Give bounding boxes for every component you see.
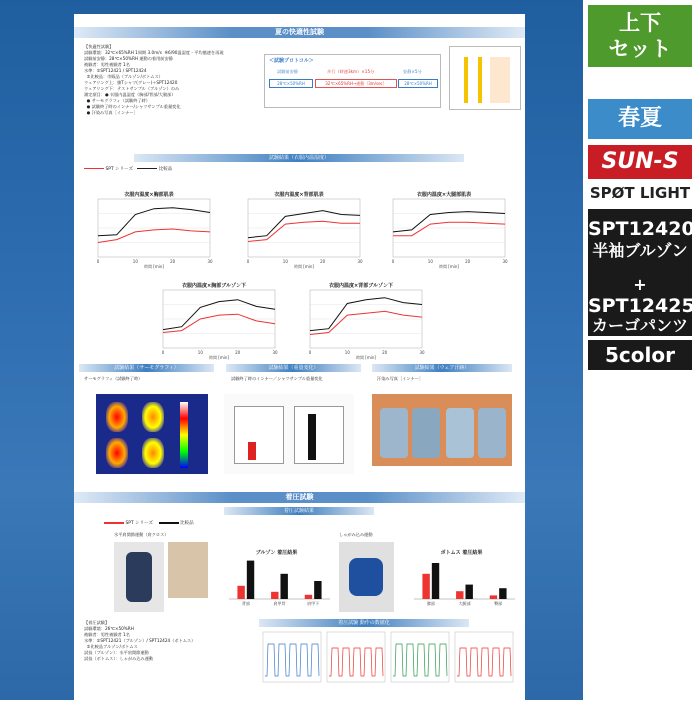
category-label: 背部 [241,601,250,606]
x-tick: 0 [96,259,100,264]
chart-title: 衣服内温度×背部ブルゾン下 [329,283,393,289]
x-axis-label: 時間 [min] [294,264,314,269]
bottom-graph-header: 着圧試験 動作の数値化 [259,619,469,627]
chart-back-skin [234,189,364,269]
x-tick: 10 [427,259,433,264]
x-tick: 30 [357,259,363,264]
protocol-box [264,54,441,108]
chart-chest-blouson [149,280,279,360]
legend-spt: SPT シリーズ [105,167,133,172]
protocol-cond-1: 28℃×50%RH [269,79,313,88]
x-tick: 30 [502,259,508,264]
product1-name: 半袖ブルゾン [592,241,688,260]
bar [280,574,287,599]
bar [314,581,321,599]
chart-bottoms-pressure [404,547,519,609]
x-tick: 10 [344,350,350,355]
x-tick: 20 [382,350,388,355]
exercise2-label: しゃがみ込み運動 [339,532,373,537]
legend-comp-line [137,168,157,170]
bar [490,595,497,599]
product1-code: SPT12420 [588,218,695,240]
category-label: 臀部 [494,601,503,606]
set-badge [588,5,692,67]
section-title-pressure: 着圧試験 [74,492,525,503]
season-badge: 春夏 [588,99,692,139]
protocol-cond-3: 28℃×50%RH [398,79,438,88]
brand-logo: SUN-S [588,145,692,179]
chart-title: 衣服内温度×大腿部肌表 [416,192,472,198]
pressure-subheader: 着圧試験結果 [224,507,374,515]
x-axis-label: 時間 [min] [144,264,164,269]
protocol-step-1: 試験前安静 [277,69,298,74]
x-axis-label: 時間 [min] [209,355,229,360]
skin-area [490,57,510,103]
exercise2-photo [339,542,394,612]
product2-box [588,295,695,336]
exercise1-photo [114,542,164,612]
pressure-conditions-text: 【着圧試験】 試験環境：26℃×50%RH 被験者：男性被験者 1名 水準：①SPT12421（ブルゾン）/ SPT12424（ボトムス） ②比較品ブルゾン/ボトムス 試技（ブルゾン）：水平肩関節運動 試技（ボトムス）：しゃがみ込み運動 [84,620,196,661]
x-tick: 10 [282,259,288,264]
bar [247,561,254,599]
x-tick: 30 [272,350,278,355]
x-tick: 20 [320,259,326,264]
product1-box [588,209,695,276]
chart-title: 衣服内温度×胸部肌表 [124,192,174,198]
weight-bars [224,394,354,474]
chart-back-blouson [296,280,426,360]
category-label: 膝部 [426,601,435,606]
protocol-step-2: 歩行（時速3km）×15分 [327,69,375,74]
pressure-legend [104,520,194,526]
exercise1-detail-photo [168,542,208,598]
chart-title: 衣服内温度×胸部ブルゾン下 [182,283,246,289]
bar [237,586,244,599]
test-conditions-text: 【快適性試験】 試験環境：32℃×65%RH 1周期 3.0m/s ※6/90温湿度・平均風速を再現 試験前安静：28℃×50%RH 運動の着用前安静 被験者：男性被験者 1名 水準：①SPT12421 / SPT12424 ②比較品：市販品（ブルゾン/ボトムス） ウェアリング上：綿Tシャツ(グレー)＋SPT12420 ウェアリング下：テストサンプル（ブルゾン）のみ 測定項目：● 衣服内温湿度（胸部/背部/大腿部） ● サーモグラフィ（試験終了時） ● 試験終了時のインナー/シャツサンプル重量変化 ● 汗染み写真［インナー］ [84,44,224,115]
x-tick: 0 [391,259,395,264]
bar [305,595,312,599]
x-tick: 20 [465,259,471,264]
wave-panel [327,632,385,682]
bar [432,563,439,599]
product2-code: SPT12425 [588,295,695,317]
x-axis-label: 時間 [min] [356,355,376,360]
protocol-step-3: 安静×5分 [403,69,422,74]
x-tick: 0 [246,259,250,264]
protocol-cond-2: 32℃×65%RH→運動（3m/sec） [315,79,397,88]
pressure-legend-spt: SPT シリーズ [125,521,153,526]
x-tick: 10 [197,350,203,355]
panel-header-sweat: 試験結果（ウェア汗跡） [372,364,512,372]
bar [271,592,278,599]
x-tick: 30 [207,259,213,264]
set-badge-text: 上下 セット [608,11,672,61]
category-label: 肩甲下 [307,601,320,606]
category-label: 大腿部 [458,601,471,606]
thermography-image [96,394,208,474]
legend-spt-line [84,168,104,170]
chart-chest-skin [84,189,214,269]
chart-blouson-pressure [219,547,334,609]
x-tick: 10 [132,259,138,264]
x-tick: 30 [419,350,425,355]
test-report-sheet [74,14,525,714]
exercise1-label: 水平肩関節運動（肩クロス） [114,532,169,537]
protocol-diagram [449,46,521,110]
bar [456,591,463,599]
plus-sign: + [588,276,692,296]
x-axis-label: 時間 [min] [439,264,459,269]
spotlight-logo: SPØT LIGHT [589,184,691,202]
panel3-label: 汗染み写真［インナー］ [377,376,424,381]
wave-panel [263,632,321,682]
pressure-legend-comp: 比較品 [180,521,194,526]
category-label: 肩甲骨 [273,601,286,606]
section-title-summer: 夏の快適性試験 [74,27,525,38]
panel-header-weight: 試験結果（重量変化） [226,364,361,372]
color-count: 5color [588,340,692,370]
legend [84,166,172,172]
sensor-bar-2 [478,57,482,103]
pressure-waveforms [259,628,514,688]
bar [465,585,472,599]
chart-thigh-skin [379,189,509,269]
x-tick: 20 [170,259,176,264]
chart-title: 衣服内温度×背部肌表 [274,192,324,198]
product2-name: カーゴパンツ [591,316,688,335]
bar [422,574,429,599]
x-tick: 20 [235,350,241,355]
results-header-1: 試験結果（衣服内温湿度） [134,154,464,162]
x-tick: 0 [308,350,312,355]
wave-panel [455,632,513,682]
chart-title: ボトムス 着圧結果 [440,550,483,556]
chart-title: ブルゾン 着圧結果 [255,550,298,556]
x-tick: 0 [161,350,165,355]
panel1-label: サーモグラフィ（試験終了時） [84,376,143,381]
panel2-label: 試験終了時のインナー／シャツサンプル重量変化 [231,376,323,381]
wave-panel [391,632,449,682]
legend-comp: 比較品 [158,167,173,172]
sweat-photo [372,394,512,466]
sensor-bar-1 [464,57,468,103]
bar [499,588,506,599]
protocol-title: ＜試験プロトコル＞ [269,58,314,64]
panel-header-thermo: 試験結果（サーモグラフィ） [79,364,214,372]
